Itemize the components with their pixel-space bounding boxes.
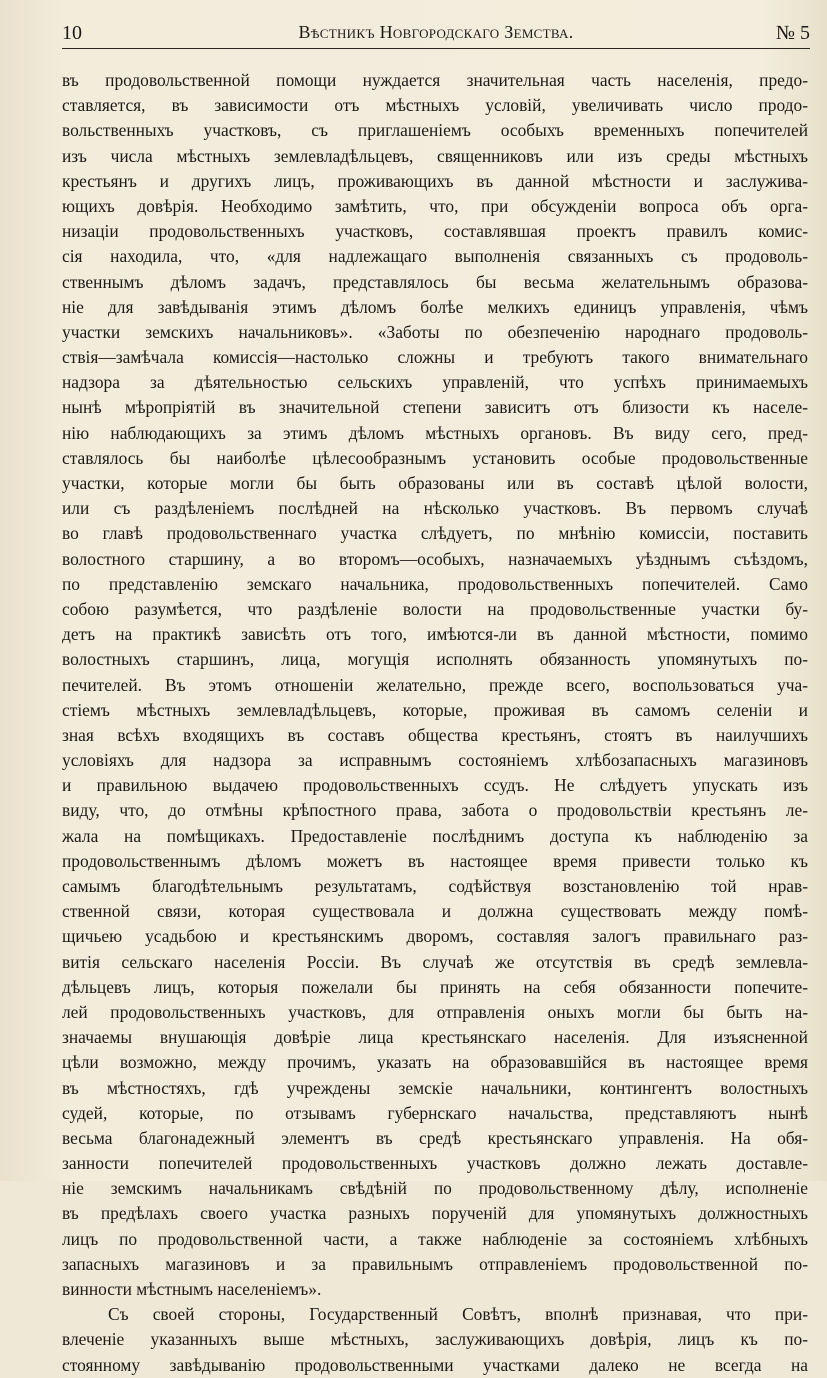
text-line: нынѣ мѣропріятій въ значительной степени зависитъ отъ близости къ населе- — [62, 397, 808, 418]
text-line: ставлялось бы наиболѣе цѣлесообразнымъ установить особые продовольственные — [62, 447, 808, 468]
text-line: ственнымъ дѣломъ задачъ, представлялось бы весьма желательнымъ образова- — [62, 271, 808, 292]
text-line: и правильною выдачею продовольственныхъ ссудъ. Не слѣдуетъ упускать изъ — [62, 775, 808, 796]
text-line: винности мѣстнымъ населеніемъ». — [62, 1279, 322, 1299]
page-header — [62, 20, 810, 50]
text-line: крестьянъ и другихъ лицъ, проживающихъ въ данной мѣстности и заслужива- — [62, 170, 808, 191]
text-line: влеченіе указанныхъ выше мѣстныхъ, заслуживающихъ довѣрія, лицъ къ по- — [62, 1329, 808, 1350]
text-line: Съ своей стороны, Государственный Совѣтъ, вполнѣ признавая, что при- — [108, 1304, 808, 1325]
text-line: условіяхъ для надзора за исправнымъ состояніемъ хлѣбозапасныхъ магазиновъ — [62, 750, 808, 771]
text-line: детъ на практикѣ зависѣть отъ того, имѣются-ли въ данной мѣстности, помимо — [62, 624, 808, 645]
header-rule — [62, 48, 810, 49]
text-line: лицъ по продовольственной части, а также наблюденіе за состояніемъ хлѣбныхъ — [62, 1228, 808, 1249]
page-number: 10 — [62, 22, 82, 44]
text-line: волостного старшину, а во второмъ—особыхъ, назначаемыхъ уѣзднымъ съѣздомъ, — [62, 548, 808, 569]
text-line: стіемъ мѣстныхъ землевладѣльцевъ, которые, проживая въ самомъ селеніи и — [62, 699, 808, 720]
text-line: низаціи продовольственныхъ участковъ, составлявшая проектъ правилъ комис- — [62, 221, 808, 242]
text-line: ніе для завѣдыванія этимъ дѣломъ болѣе мелкихъ единицъ управленія, чѣмъ — [62, 296, 808, 317]
text-line: ющихъ довѣрія. Необходимо замѣтить, что, при обсужденіи вопроса объ орга- — [62, 195, 808, 216]
text-line: собою разумѣется, что раздѣленіе волости на продовольственные участки бу- — [62, 598, 808, 619]
text-line: ствія—замѣчала комиссія—настолько сложны и требуютъ такого внимательнаго — [62, 347, 808, 368]
text-line: въ предѣлахъ своего участка разныхъ порученій для упомянутыхъ должностныхъ — [62, 1203, 808, 1224]
text-line: занности попечителей продовольственныхъ участковъ должно лежать доставле- — [62, 1153, 808, 1174]
text-line: стоянному завѣдыванію продовольственными участками далеко не всегда на — [62, 1354, 808, 1375]
text-line: витія сельскаго населенія Россіи. Въ случаѣ же отсутствія въ средѣ землевла- — [62, 951, 808, 972]
text-line: жала на помѣщикахъ. Предоставленіе послѣднимъ доступа къ наблюденію за — [62, 825, 808, 846]
text-line: ственной связи, которая существовала и должна существовать между помѣ- — [62, 901, 808, 922]
text-line: ніе земскимъ начальникамъ свѣдѣній по продовольственному дѣлу, исполненіе — [62, 1178, 808, 1199]
text-line: самымъ благодѣтельнымъ результатамъ, содѣйствуя возстановленію той нрав- — [62, 876, 808, 896]
text-line: вольственныхъ участковъ, съ приглашеніемъ особыхъ временныхъ попечителей — [62, 120, 808, 141]
text-line: запасныхъ магазиновъ и за правильнымъ отправленіемъ продовольственной по- — [62, 1253, 808, 1274]
text-line: весьма благонадежный элементъ въ средѣ крестьянскаго управленія. На обя- — [62, 1127, 808, 1148]
text-line: волостныхъ старшинъ, лица, могущія исполнять обязанность упомянутыхъ по- — [62, 649, 808, 670]
text-line: судей, которые, по отзывамъ губернскаго начальства, представляютъ нынѣ — [62, 1102, 808, 1123]
text-line: или съ раздѣленіемъ послѣдней на нѣсколько участковъ. Въ первомъ случаѣ — [62, 498, 808, 519]
text-line: ставляется, въ зависимости отъ мѣстныхъ условій, увеличивать число продо- — [62, 95, 808, 116]
text-line: зная всѣхъ входящихъ въ составъ общества крестьянъ, стоятъ въ наилучшихъ — [62, 724, 808, 745]
body-text — [62, 68, 808, 1378]
text-line: сія находила, что, «для надлежащаго выполненія связанныхъ съ продоволь- — [62, 246, 808, 267]
text-line: виду, что, до отмѣны крѣпостного права, забота о продовольствіи крестьянъ ле- — [62, 800, 808, 821]
text-line: нію наблюдающихъ за этимъ дѣломъ мѣстныхъ органовъ. Въ виду сего, пред- — [62, 422, 808, 443]
issue-number: № 5 — [775, 22, 810, 44]
text-line: значаемы внушающія довѣріе лица крестьянскаго населенія. Для изъясненной — [62, 1027, 808, 1048]
text-line: щичьею усадьбою и крестьянскимъ дворомъ, составляя залогъ правильнаго раз- — [62, 926, 808, 947]
text-line: дѣльцевъ лицъ, которыя пожелали бы принять на себя обязанности попечите- — [62, 976, 808, 997]
text-line: участки, которые могли бы быть образованы или въ составѣ цѣлой волости, — [62, 473, 808, 493]
text-line: по представленію земскаго начальника, продовольственныхъ попечителей. Само — [62, 573, 808, 594]
text-line: продовольственнымъ дѣломъ можетъ въ настоящее время привести только къ — [62, 850, 808, 871]
text-line: лей продовольственныхъ участковъ, для отправленія оныхъ могли бы быть на- — [62, 1001, 808, 1022]
text-line: печителей. Въ этомъ отношеніи желательно, прежде всего, воспользоваться уча- — [62, 674, 808, 695]
text-line: надзора за дѣятельностью сельскихъ управленій, что успѣхъ принимаемыхъ — [62, 372, 808, 393]
text-line: въ мѣстностяхъ, гдѣ учреждены земскіе начальники, контингентъ волостныхъ — [62, 1077, 808, 1098]
text-line: участки земскихъ начальниковъ». «Заботы по обезпеченію народнаго продоволь- — [62, 321, 808, 342]
text-line: въ продовольственной помощи нуждается значительная часть населенія, предо- — [62, 70, 808, 90]
running-title: Вѣстникъ Новгородскаго Земства. — [298, 22, 574, 42]
text-line: во главѣ продовольственнаго участка слѣдуетъ, по мнѣнію комиссіи, поставить — [62, 523, 808, 544]
text-line: цѣли возможно, между прочимъ, указать на образовавшійся въ настоящее время — [62, 1052, 808, 1073]
text-line: изъ числа мѣстныхъ землевладѣльцевъ, священниковъ или изъ среды мѣстныхъ — [62, 145, 808, 166]
